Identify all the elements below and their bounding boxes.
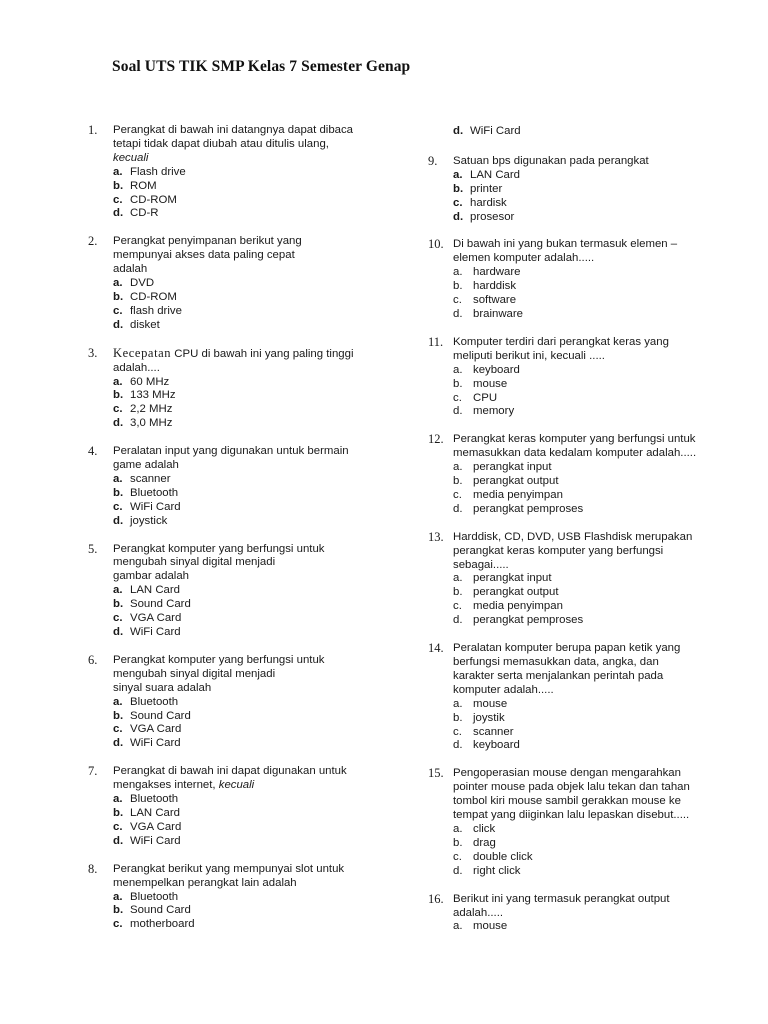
option-a[interactable]: a. mouse: [453, 697, 508, 710]
option-d[interactable]: d. memory: [453, 405, 515, 418]
question-number: 7.: [88, 764, 98, 779]
question-text: Harddisk, CD, DVD, USB Flashdisk merupakan perangkat keras komputer yang berfungsi sebagai.....: [453, 530, 693, 571]
question-number: 5.: [88, 541, 98, 556]
question-text: Berikut ini yang termasuk perangkat output adalah.....: [453, 892, 670, 919]
question-8-continued: [428, 125, 728, 139]
question-5: [88, 543, 388, 640]
option-d[interactable]: d. brainware: [453, 307, 524, 320]
question-number: 13.: [428, 529, 444, 544]
option-c[interactable]: c. VGA Card: [113, 612, 182, 625]
option-a[interactable]: a. perangkat input: [453, 461, 552, 474]
option-d[interactable]: d. WiFi Card: [113, 626, 181, 638]
question-number: 14.: [428, 641, 444, 656]
option-a[interactable]: a. 60 MHz: [113, 375, 170, 388]
question-text: Perangkat penyimpanan berikut yang mempunyai akses data paling cepat adalah: [113, 235, 302, 276]
option-c[interactable]: c. VGA Card: [113, 820, 182, 833]
option-c[interactable]: c. media penyimpan: [453, 600, 563, 613]
option-d[interactable]: d. WiFi Card: [113, 834, 181, 847]
option-d[interactable]: d. perangkat pemproses: [453, 502, 584, 515]
emphasis-text: kecuali: [113, 151, 149, 164]
question-text: Perangkat keras komputer yang berfungsi untuk memasukkan data kedalam komputer adalah.....: [453, 433, 697, 460]
question-13: [428, 531, 728, 628]
option-c[interactable]: c. hardisk: [453, 196, 507, 209]
question-9: [428, 155, 728, 225]
question-4: [88, 445, 388, 528]
question-text: Perangkat komputer yang berfungsi untuk mengubah sinyal digital menjadi gambar adalah: [113, 542, 325, 583]
option-b[interactable]: b. Bluetooth: [113, 486, 179, 499]
option-a[interactable]: a. Flash drive: [113, 165, 186, 178]
question-text: Kecepatan CPU di bawah ini yang paling tinggi adalah....: [113, 345, 354, 374]
option-a[interactable]: a. perangkat input: [453, 572, 552, 585]
option-list: [453, 266, 728, 322]
option-b[interactable]: b. Sound Card: [113, 904, 191, 917]
option-b[interactable]: b. printer: [453, 182, 503, 195]
option-a[interactable]: a. Bluetooth: [113, 695, 179, 708]
question-number: 8.: [88, 861, 98, 876]
lead-word: Kecepatan: [113, 345, 172, 360]
option-b[interactable]: b. mouse: [453, 377, 508, 390]
option-c[interactable]: c. CD-ROM: [113, 193, 177, 206]
option-d[interactable]: d. WiFi Card: [453, 125, 521, 137]
question-number: 6.: [88, 652, 98, 667]
question-1: [88, 124, 388, 221]
option-d[interactable]: d. keyboard: [453, 739, 520, 752]
left-column: [88, 124, 388, 932]
option-b[interactable]: b. LAN Card: [113, 806, 181, 819]
option-list: [453, 572, 728, 628]
question-text: Peralatan input yang digunakan untuk bermain game adalah: [113, 445, 349, 472]
question-number: 11.: [428, 334, 444, 349]
question-number: 3.: [88, 345, 98, 360]
option-b[interactable]: b. joystik: [453, 711, 505, 724]
option-list: [113, 584, 388, 640]
option-b[interactable]: b. 133 MHz: [113, 389, 176, 402]
option-list: [453, 920, 728, 934]
question-number: 15.: [428, 766, 444, 781]
option-d[interactable]: d. perangkat pemproses: [453, 614, 584, 627]
option-list: [113, 376, 388, 432]
option-list: [453, 698, 728, 754]
option-b[interactable]: b. drag: [453, 836, 496, 849]
question-number: 16.: [428, 891, 444, 906]
option-a[interactable]: a. mouse: [453, 920, 508, 933]
question-15: [428, 767, 728, 878]
question-7: [88, 765, 388, 848]
question-text: Perangkat di bawah ini datangnya dapat dibaca tetapi tidak dapat diubah atau ditulis ulang, kecuali: [113, 124, 354, 164]
question-6: [88, 654, 388, 751]
option-c[interactable]: c. VGA Card: [113, 723, 182, 736]
question-16: [428, 893, 728, 935]
option-a[interactable]: a. DVD: [113, 277, 155, 290]
question-2: [88, 235, 388, 332]
option-c[interactable]: c. double click: [453, 850, 533, 863]
option-a[interactable]: a. hardware: [453, 266, 521, 279]
option-list: [113, 891, 388, 933]
option-b[interactable]: b. perangkat output: [453, 475, 559, 488]
option-a[interactable]: a. Bluetooth: [113, 793, 179, 806]
option-list: [113, 473, 388, 529]
option-b[interactable]: b. CD-ROM: [113, 290, 177, 303]
option-d[interactable]: d. disket: [113, 318, 160, 331]
question-number: 4.: [88, 444, 98, 459]
question-number: 12.: [428, 432, 444, 447]
option-list: [113, 793, 388, 849]
question-text: Di bawah ini yang bukan termasuk elemen – elemen komputer adalah.....: [453, 238, 678, 265]
question-text: Pengoperasian mouse dengan mengarahkan pointer mouse pada objek lalu tekan dan tahan tombol kiri mouse sambil gerakkan mouse ke tempat yang diiginkan lalu lepaskan disebut.....: [453, 767, 690, 822]
option-a[interactable]: a. Bluetooth: [113, 890, 179, 903]
question-text: Perangkat berikut yang mempunyai slot untuk menempelkan perangkat lain adalah: [113, 862, 345, 889]
page-title: Soal UTS TIK SMP Kelas 7 Semester Genap: [112, 58, 411, 75]
option-list: [113, 166, 388, 222]
question-3: [88, 347, 388, 431]
option-d[interactable]: d. prosesor: [453, 210, 515, 223]
question-text: Satuan bps digunakan pada perangkat: [453, 154, 649, 167]
option-b[interactable]: b. ROM: [113, 179, 157, 192]
option-c[interactable]: c. software: [453, 294, 517, 307]
question-text: Perangkat di bawah ini dapat digunakan untuk mengakses internet, kecuali: [113, 765, 347, 792]
option-a[interactable]: a. scanner: [113, 472, 171, 485]
option-d[interactable]: d. right click: [453, 864, 521, 877]
question-number: 2.: [88, 234, 98, 249]
option-list: [113, 696, 388, 752]
option-d[interactable]: d. 3,0 MHz: [113, 417, 173, 430]
option-d[interactable]: d. WiFi Card: [113, 737, 181, 750]
option-a[interactable]: a. LAN Card: [113, 584, 181, 597]
option-c[interactable]: c. flash drive: [113, 304, 182, 317]
question-11: [428, 336, 728, 419]
option-a[interactable]: a. click: [453, 822, 496, 835]
option-c[interactable]: c. WiFi Card: [113, 500, 181, 513]
question-8: [88, 863, 388, 933]
question-10: [428, 238, 728, 321]
question-14: [428, 642, 728, 753]
option-b[interactable]: b. Sound Card: [113, 598, 191, 611]
option-a[interactable]: a. keyboard: [453, 363, 520, 376]
emphasis-text: kecuali: [218, 779, 255, 792]
question-number: 9.: [428, 153, 438, 168]
option-a[interactable]: a. LAN Card: [453, 168, 521, 181]
option-list: [453, 169, 728, 225]
option-c[interactable]: c. 2,2 MHz: [113, 403, 173, 416]
question-12: [428, 433, 728, 516]
option-b[interactable]: b. harddisk: [453, 280, 517, 293]
option-c[interactable]: c. media penyimpan: [453, 488, 563, 501]
option-b[interactable]: b. Sound Card: [113, 709, 191, 722]
question-text: Perangkat komputer yang berfungsi untuk mengubah sinyal digital menjadi sinyal suara adalah: [113, 653, 325, 694]
option-c[interactable]: c. scanner: [453, 725, 514, 738]
option-list: [453, 461, 728, 517]
option-list: [453, 364, 728, 420]
question-number: 1.: [88, 123, 98, 137]
option-d[interactable]: d. CD-R: [113, 207, 159, 220]
option-c[interactable]: c. motherboard: [113, 918, 195, 931]
option-list: [113, 277, 388, 333]
option-list: [453, 125, 728, 139]
option-c[interactable]: c. CPU: [453, 391, 498, 404]
question-number: 10.: [428, 237, 444, 252]
question-text: Peralatan komputer berupa papan ketik yang berfungsi memasukkan data, angka, dan karakter serta menjalankan perintah pada komputer adalah.....: [453, 642, 681, 696]
question-text: Komputer terdiri dari perangkat keras yang meliputi berikut ini, kecuali .....: [453, 335, 669, 362]
right-column: [428, 125, 728, 934]
option-b[interactable]: b. perangkat output: [453, 586, 559, 599]
option-d[interactable]: d. joystick: [113, 514, 168, 527]
option-list: [453, 823, 728, 879]
